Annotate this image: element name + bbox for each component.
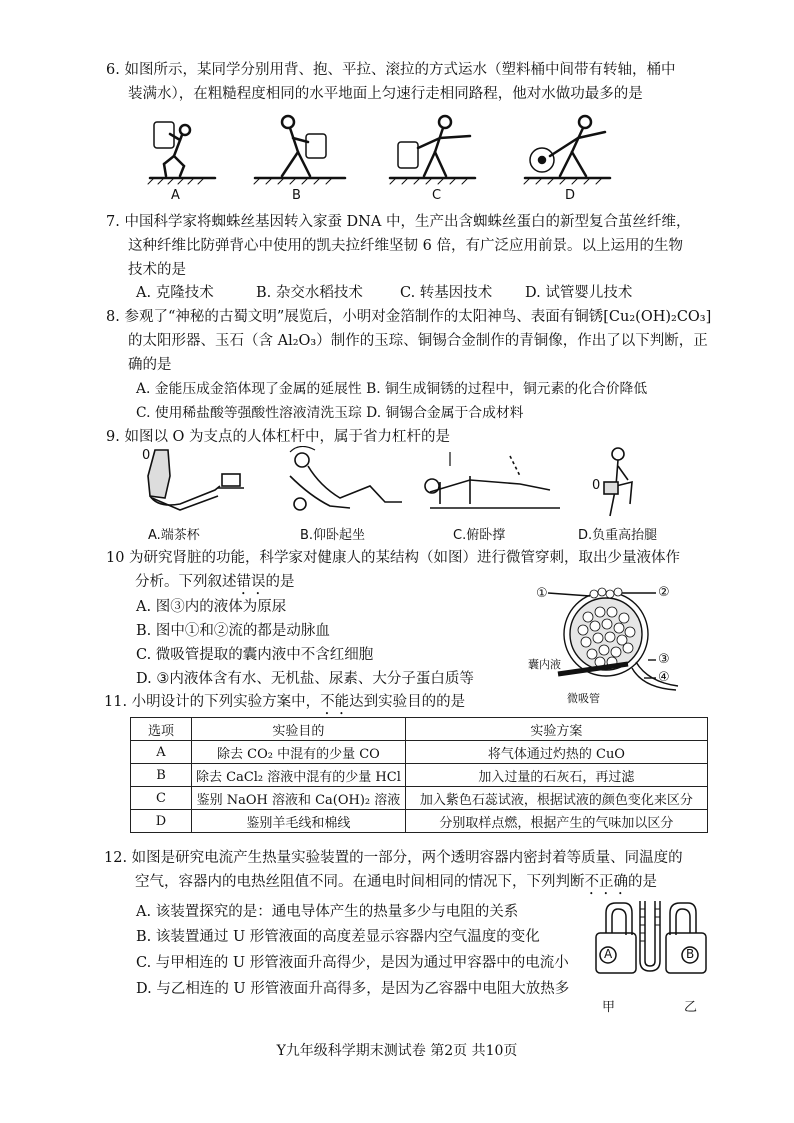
q11-table-header xyxy=(131,718,708,741)
table-row xyxy=(131,741,708,764)
q11-cell: 鉴别 NaOH 溶液和 Ca(OH)₂ 溶液 xyxy=(192,787,406,810)
q7-line2: 这种纤维比防弹背心中使用的凯夫拉纤维坚韧 6 倍，有广泛应用前景。以上运用的生物 xyxy=(128,238,683,254)
q10-fig-label-1: ① xyxy=(536,586,548,601)
q11-cell: B xyxy=(131,764,192,787)
q11-table xyxy=(130,717,708,833)
page-footer: Y九年级科学期末测试卷 第2页 共10页 xyxy=(276,1043,518,1059)
q12-line2 xyxy=(135,872,657,898)
q11-cell: 除去 CO₂ 中混有的少量 CO xyxy=(192,741,406,764)
q10-fig-capsule-fluid: 囊内液 xyxy=(528,658,561,671)
q9-caption-c: C.俯卧撑 xyxy=(453,528,506,543)
q6-label-a: A xyxy=(171,188,180,203)
q7-option-c: C. 转基因技术 xyxy=(400,285,493,301)
q6-label-c: C xyxy=(432,188,442,203)
q11-header-option: 选项 xyxy=(131,718,192,741)
q11-header-plan: 实验方案 xyxy=(405,718,707,741)
q9-caption-d: D.负重高抬腿 xyxy=(578,528,658,543)
q12-line2-pre: 空气，容器内的电热丝阻值不同。在通电时间相同的情况下，下列判断 xyxy=(135,874,585,890)
q8-line3: 确的是 xyxy=(128,357,172,373)
q10-fig-label-3: ③ xyxy=(658,652,670,667)
q10-option-c: C. 微吸管提取的囊内液中不含红细胞 xyxy=(136,647,374,663)
q9-line1: 9. 如图以 O 为支点的人体杠杆中，属于省力杠杆的是 xyxy=(106,429,451,445)
q12-option-d: D. 与乙相连的 U 形管液面升高得多，是因为乙容器中电阻大放热多 xyxy=(136,981,570,997)
q11-cell: D xyxy=(131,810,192,833)
table-row xyxy=(131,764,708,787)
q9-caption-a: A.端茶杯 xyxy=(148,528,200,543)
q12-fig-label-a: A xyxy=(604,947,613,961)
q12-apparatus-figure xyxy=(590,895,715,995)
q10-glomerulus-figure xyxy=(528,582,708,692)
q11-header-purpose: 实验目的 xyxy=(192,718,406,741)
q10-line2-emphasis: 错误 xyxy=(236,574,266,590)
q7-line3: 技术的是 xyxy=(128,262,186,278)
q9-o-label-d: 0 xyxy=(592,478,601,493)
q6-figure xyxy=(140,112,620,187)
q10-line2 xyxy=(135,572,295,598)
q12-line2-emphasis: 不正确 xyxy=(584,874,628,890)
q10-option-d: D. ③内液体含有水、无机盐、尿素、大分子蛋白质等 xyxy=(136,671,474,687)
q6-label-b: B xyxy=(292,188,301,203)
q10-fig-label-4: ④ xyxy=(658,670,670,685)
q11-cell: 加入过量的石灰石，再过滤 xyxy=(405,764,707,787)
q10-line1: 10 为研究肾脏的功能，科学家对健康人的某结构（如图）进行微管穿刺，取出少量液体作 xyxy=(106,550,681,566)
q9-figure xyxy=(140,446,670,524)
q11-cell: 加入紫色石蕊试液，根据试液的颜色变化来区分 xyxy=(405,787,707,810)
q11-line1-post: 达到实验目的的是 xyxy=(349,694,466,710)
q8-options-cd: C. 使用稀盐酸等强酸性溶液清洗玉琮 D. 铜锡合金属于合成材料 xyxy=(136,405,524,421)
q10-fig-micropipette: 微吸管 xyxy=(567,692,600,705)
q11-cell: 将气体通过灼热的 CuO xyxy=(405,741,707,764)
q12-option-a: A. 该装置探究的是：通电导体产生的热量多少与电阻的关系 xyxy=(136,904,519,920)
q6-line2: 装满水），在粗糙程度相同的水平地面上匀速行走相同路程，他对水做功最多的是 xyxy=(128,86,643,102)
q8-line1: 8. 参观了“神秘的古蜀文明”展览后，小明对金箔制作的太阳神鸟、表面有铜锈[Cu₂(OH)₂CO₃] xyxy=(106,309,712,325)
q11-cell: 除去 CaCl₂ 溶液中混有的少量 HCl xyxy=(192,764,406,787)
q11-cell: 分别取样点燃，根据产生的气味加以区分 xyxy=(405,810,707,833)
q10-fig-label-2: ② xyxy=(658,585,670,600)
q10-line2-post: 的是 xyxy=(265,574,295,590)
q6-line1: 6. 如图所示，某同学分别用背、抱、平拉、滚拉的方式运水（塑料桶中间带有转轴，桶中 xyxy=(106,62,676,78)
q12-fig-label-b: B xyxy=(686,947,695,961)
q11-line1-pre: 11. 小明设计的下列实验方案中， xyxy=(104,694,321,710)
q11-line1-emphasis: 不能 xyxy=(320,694,350,710)
q7-option-a: A. 克隆技术 xyxy=(136,285,214,301)
q7-line1: 7. 中国科学家将蜘蛛丝基因转入家蚕 DNA 中，生产出含蜘蛛丝蛋白的新型复合茧丝纤维， xyxy=(106,214,691,230)
q9-caption-b: B.仰卧起坐 xyxy=(300,528,366,543)
q8-options-ab: A. 金能压成金箔体现了金属的延展性 B. 铜生成铜锈的过程中，铜元素的化合价降低 xyxy=(136,381,648,397)
q10-line2-pre: 分析。下列叙述 xyxy=(135,574,237,590)
q8-line2: 的太阳形器、玉石（含 Al₂O₃）制作的玉琮、铜锡合金制作的青铜像，作出了以下判断，正 xyxy=(128,333,708,349)
table-row xyxy=(131,810,708,833)
q12-option-c: C. 与甲相连的 U 形管液面升高得少，是因为通过甲容器中的电流小 xyxy=(136,955,569,971)
q10-option-b: B. 图中①和②流的都是动脉血 xyxy=(136,623,330,639)
table-row xyxy=(131,787,708,810)
q7-option-b: B. 杂交水稻技术 xyxy=(256,285,363,301)
q10-option-a: A. 图③内的液体为原尿 xyxy=(136,599,287,615)
q12-fig-label-yi: 乙 xyxy=(684,1000,698,1015)
q12-fig-label-jia: 甲 xyxy=(602,1000,616,1015)
q7-option-d: D. 试管婴儿技术 xyxy=(525,285,633,301)
q6-label-d: D xyxy=(565,188,576,203)
q9-o-label-a: 0 xyxy=(142,448,151,463)
q12-line1: 12. 如图是研究电流产生热量实验装置的一部分，两个透明容器内密封着等质量、同温度的 xyxy=(104,850,683,866)
q11-cell: C xyxy=(131,787,192,810)
q12-line2-post: 的是 xyxy=(628,874,657,890)
q11-cell: 鉴别羊毛线和棉线 xyxy=(192,810,406,833)
q11-line1 xyxy=(104,692,465,718)
q11-cell: A xyxy=(131,741,192,764)
q12-option-b: B. 该装置通过 U 形管液面的高度差显示容器内空气温度的变化 xyxy=(136,929,540,945)
